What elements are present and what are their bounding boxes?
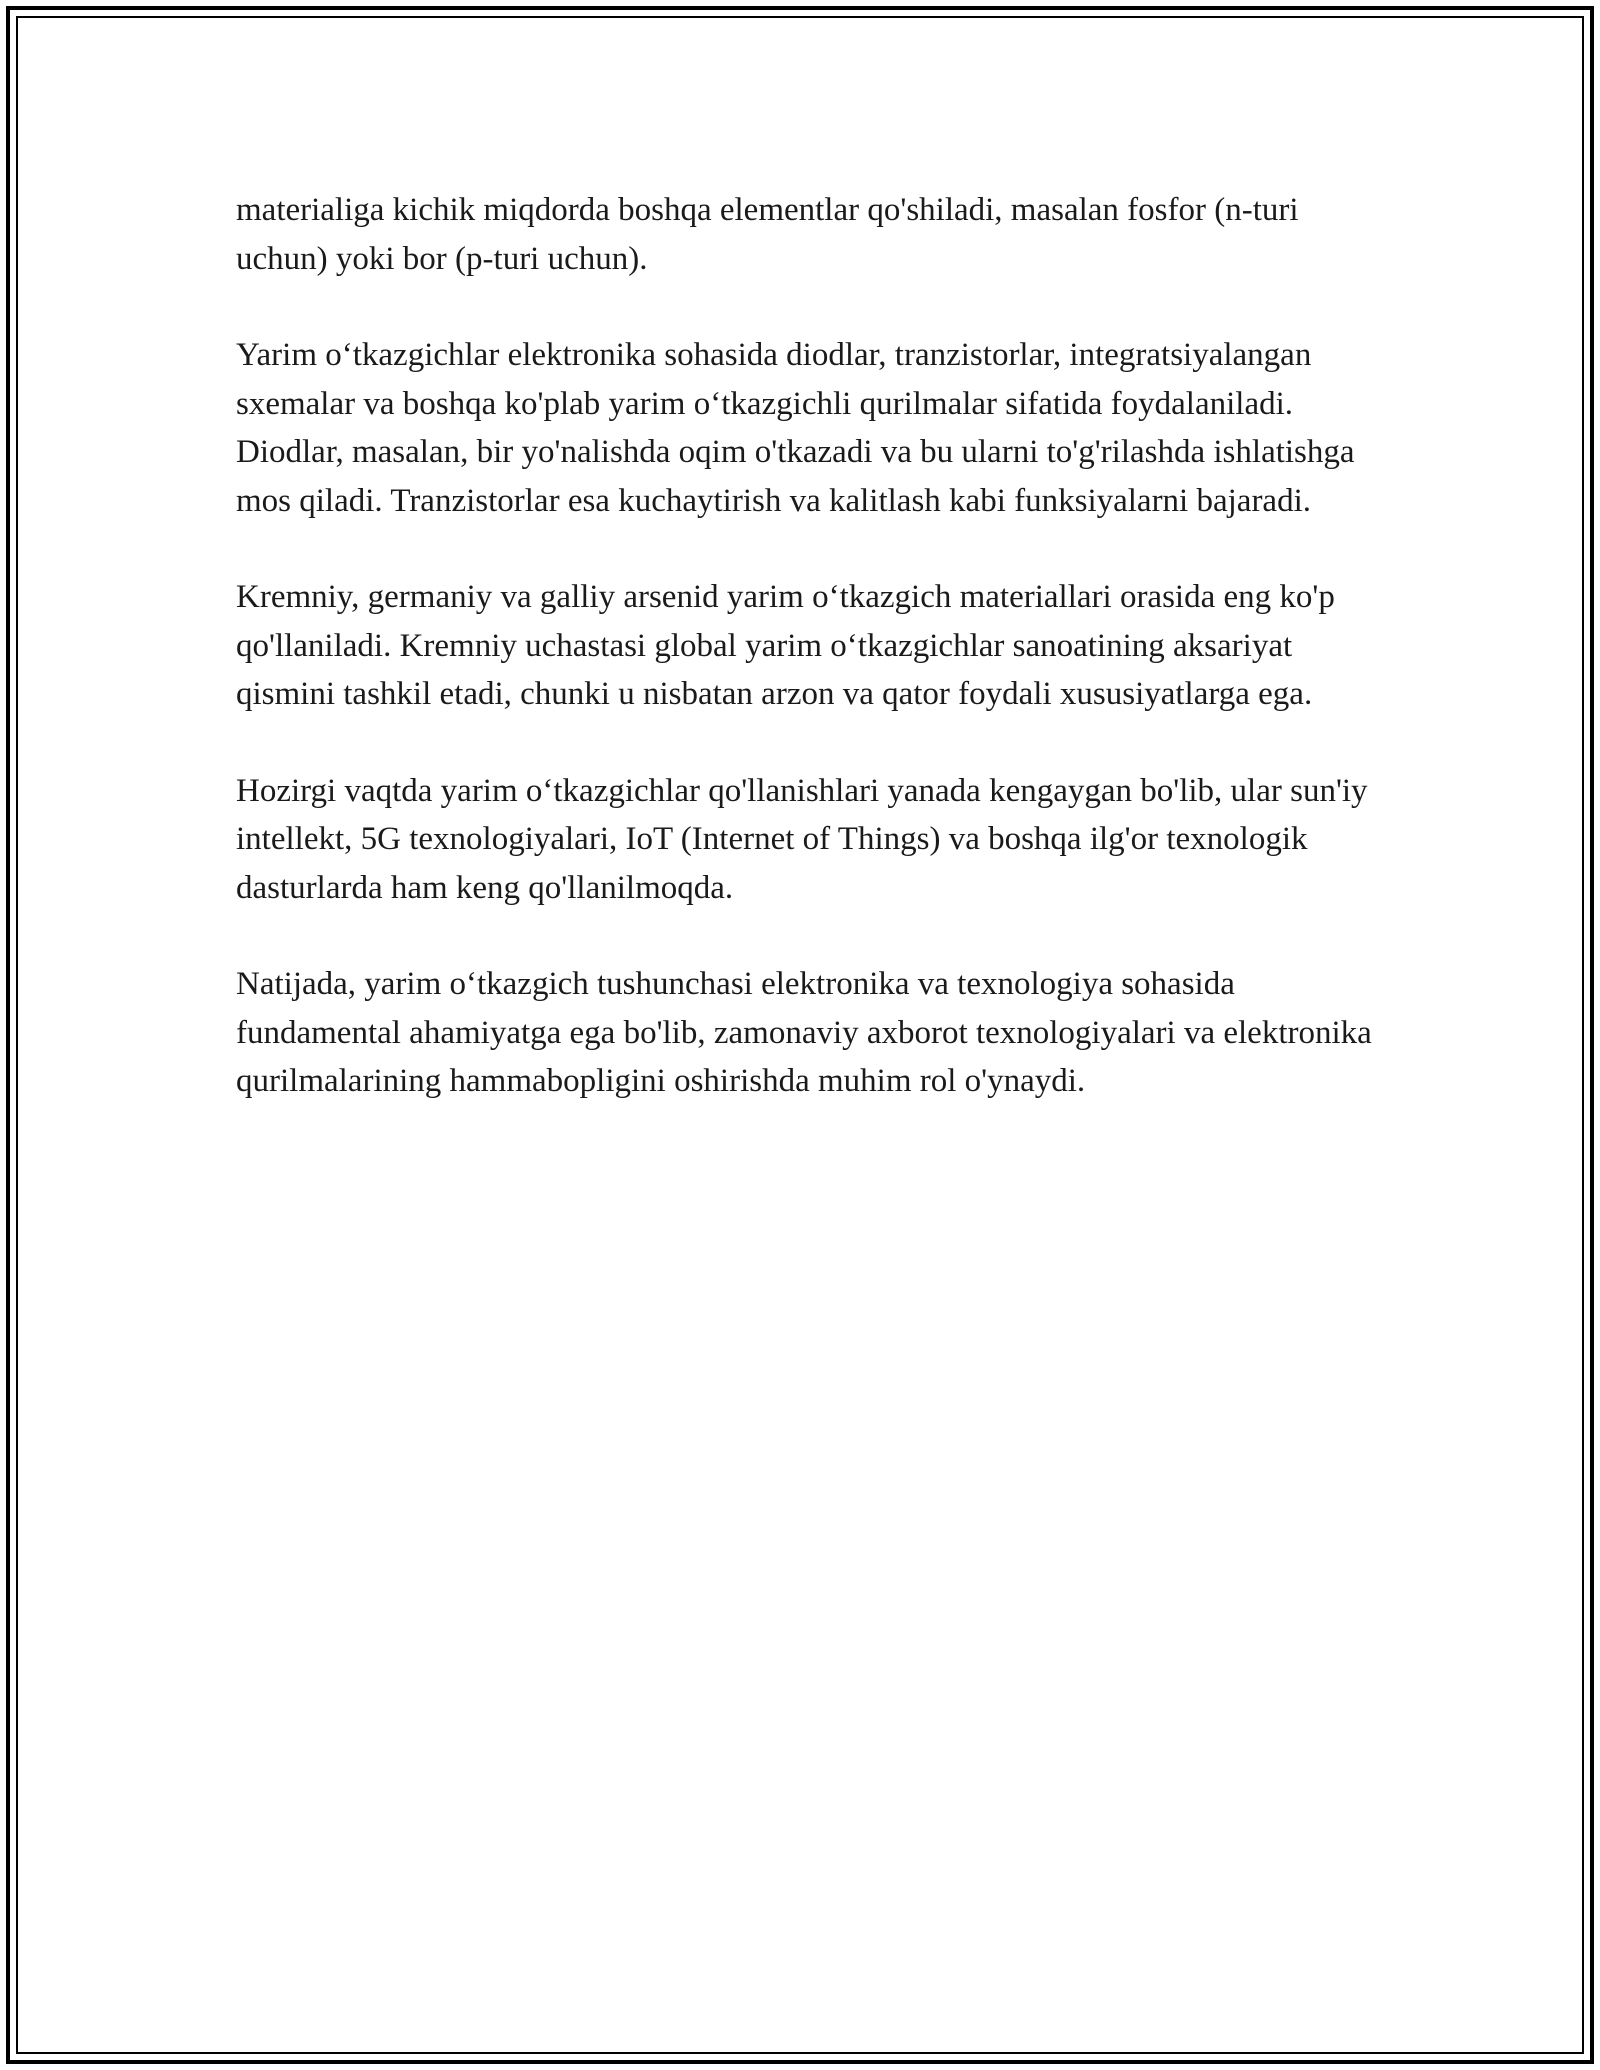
paragraph-3: Kremniy, germaniy va galliy arsenid yarim o‘tkazgich materiallari orasida eng ko'p qo'llaniladi. Kremniy uchastasi global yarim o‘tkazgichlar sanoatining aksariyat qismini tashkil etadi, chunki u nisbatan arzon va qator foydali xususiyatlarga ega.: [236, 579, 1335, 712]
paragraph-2: Yarim o‘tkazgichlar elektronika sohasida diodlar, tranzistorlar, integratsiyalangan sxemalar va boshqa ko'plab yarim o‘tkazgichli qurilmalar sifatida foydalaniladi. Diodlar, masalan, bir yo'nalishda oqim o'tkazadi va bu ularni to'g'rilashda ishlatishga mos qiladi. Tranzistorlar esa kuchaytirish va kalitlash kabi funksiyalarni bajaradi.: [236, 337, 1355, 519]
paragraph-4: Hozirgi vaqtda yarim o‘tkazgichlar qo'llanishlari yanada kengaygan bo'lib, ular sun'iy intellekt, 5G texnologiyalari, IoT (Internet of Things) va boshqa ilg'or texnologik dasturlarda ham keng qo'llanilmoqda.: [236, 772, 1368, 906]
paragraph-1: materialiga kichik miqdorda boshqa elementlar qo'shiladi, masalan fosfor (n-turi uchun) yoki bor (p-turi uchun).: [236, 192, 1299, 277]
paragraph-5: Natijada, yarim o‘tkazgich tushunchasi elektronika va texnologiya sohasida fundamental ahamiyatga ega bo'lib, zamonaviy axborot texnologiyalari va elektronika qurilmalarining hammabopligini oshirishda muhim rol o'ynaydi.: [236, 966, 1372, 1099]
document-body: [236, 186, 1376, 1154]
